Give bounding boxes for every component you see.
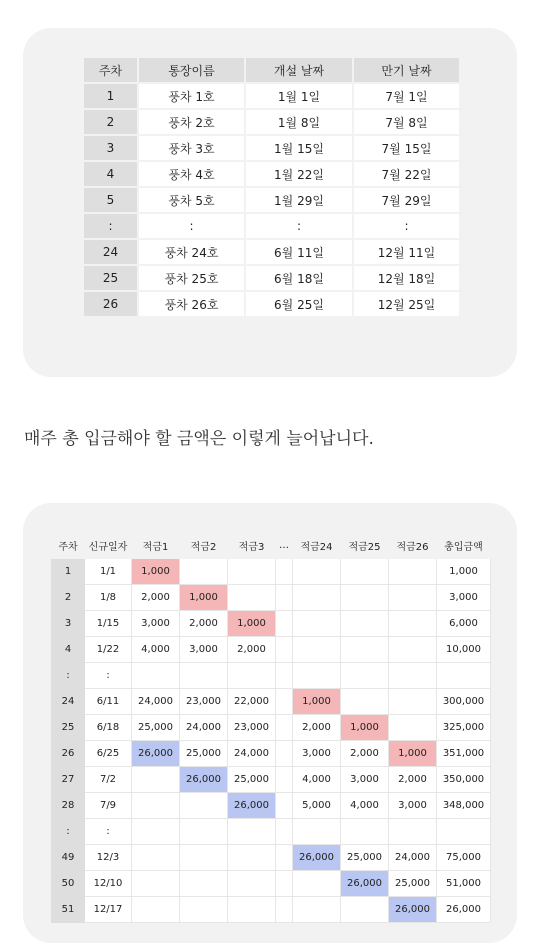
schedule-week-cell: 4 <box>83 161 138 187</box>
deposit-cell: 12/10 <box>85 871 132 897</box>
deposit-cell: 1/1 <box>85 559 132 585</box>
deposit-cell <box>276 845 293 871</box>
deposit-cell <box>341 819 389 845</box>
schedule-row <box>83 239 460 265</box>
header-account-name: 통장이름 <box>138 57 245 83</box>
deposit-cell: 23,000 <box>180 689 228 715</box>
schedule-cell: : <box>245 213 353 239</box>
deposit-cell: 7/9 <box>85 793 132 819</box>
deposit-cell <box>180 871 228 897</box>
deposit-cell: : <box>85 663 132 689</box>
deposit-cell <box>341 611 389 637</box>
deposit-cell: 2,000 <box>180 611 228 637</box>
deposit-total-cell: 26,000 <box>437 897 491 923</box>
schedule-cell: : <box>138 213 245 239</box>
deposit-cell <box>293 819 341 845</box>
header-week: 주차 <box>83 57 138 83</box>
schedule-cell: 12월 11일 <box>353 239 460 265</box>
deposit-cell: : <box>85 819 132 845</box>
schedule-week-cell: 3 <box>83 135 138 161</box>
schedule-row <box>83 213 460 239</box>
schedule-week-cell: 24 <box>83 239 138 265</box>
deposit-cell <box>293 871 341 897</box>
schedule-row <box>83 135 460 161</box>
deposit-cell: 3,000 <box>389 793 437 819</box>
deposit-cell: 24,000 <box>132 689 180 715</box>
deposit-cell: 2,000 <box>228 637 276 663</box>
deposit-cell <box>276 741 293 767</box>
schedule-row <box>83 109 460 135</box>
deposit-cell: 26,000 <box>180 767 228 793</box>
schedule-cell: 풍차 26호 <box>138 291 245 317</box>
deposit-row <box>52 845 491 871</box>
deposit-week-cell: 2 <box>52 585 85 611</box>
deposit-header-cell: 적금2 <box>180 533 228 559</box>
deposit-cell: 1,000 <box>132 559 180 585</box>
deposit-cell <box>132 793 180 819</box>
deposit-cell <box>132 897 180 923</box>
deposit-cell <box>341 637 389 663</box>
deposit-cell <box>132 767 180 793</box>
deposit-total-cell <box>437 663 491 689</box>
deposit-cell: 25,000 <box>180 741 228 767</box>
deposit-week-cell: 25 <box>52 715 85 741</box>
deposit-cell: 2,000 <box>293 715 341 741</box>
deposit-header-cell: 적금1 <box>132 533 180 559</box>
deposit-cell: 3,000 <box>180 637 228 663</box>
schedule-row <box>83 187 460 213</box>
deposit-cell <box>293 559 341 585</box>
deposit-cell <box>293 897 341 923</box>
deposit-row <box>52 871 491 897</box>
deposit-cell: 4,000 <box>293 767 341 793</box>
deposit-cell <box>180 845 228 871</box>
deposit-cell <box>228 845 276 871</box>
deposit-cell <box>341 663 389 689</box>
deposit-cell <box>276 689 293 715</box>
deposit-cell: 25,000 <box>341 845 389 871</box>
deposit-row <box>52 741 491 767</box>
schedule-row <box>83 161 460 187</box>
deposit-cell: 24,000 <box>180 715 228 741</box>
schedule-week-cell: 25 <box>83 265 138 291</box>
deposit-cell: 26,000 <box>341 871 389 897</box>
deposit-header-cell: 신규일자 <box>85 533 132 559</box>
schedule-cell: 7월 8일 <box>353 109 460 135</box>
deposit-cell: 2,000 <box>132 585 180 611</box>
deposit-cell <box>341 897 389 923</box>
schedule-header-row <box>83 57 460 83</box>
deposit-cell <box>389 585 437 611</box>
deposit-total-cell: 325,000 <box>437 715 491 741</box>
deposit-cell <box>276 585 293 611</box>
deposit-total-cell: 10,000 <box>437 637 491 663</box>
deposit-cell <box>341 689 389 715</box>
deposit-total-cell: 350,000 <box>437 767 491 793</box>
schedule-week-cell: 1 <box>83 83 138 109</box>
schedule-cell: 6월 18일 <box>245 265 353 291</box>
deposit-cell <box>132 845 180 871</box>
schedule-cell: 1월 22일 <box>245 161 353 187</box>
schedule-cell: 12월 18일 <box>353 265 460 291</box>
deposit-cell <box>389 715 437 741</box>
deposit-table <box>51 532 491 923</box>
deposit-cell <box>276 559 293 585</box>
schedule-cell: 풍차 1호 <box>138 83 245 109</box>
deposit-cell: 26,000 <box>132 741 180 767</box>
deposit-total-cell: 351,000 <box>437 741 491 767</box>
deposit-total-cell: 6,000 <box>437 611 491 637</box>
deposit-header-cell: 적금26 <box>389 533 437 559</box>
deposit-header-cell: … <box>276 533 293 559</box>
deposit-cell <box>132 663 180 689</box>
deposit-cell: 12/17 <box>85 897 132 923</box>
deposit-week-cell: 4 <box>52 637 85 663</box>
schedule-cell: 풍차 5호 <box>138 187 245 213</box>
deposit-cell <box>389 637 437 663</box>
deposit-cell: 1,000 <box>228 611 276 637</box>
deposit-cell <box>389 689 437 715</box>
deposit-cell: 26,000 <box>228 793 276 819</box>
deposit-cell: 1,000 <box>180 585 228 611</box>
schedule-row <box>83 83 460 109</box>
deposit-row <box>52 585 491 611</box>
deposit-cell <box>276 637 293 663</box>
deposit-cell <box>228 819 276 845</box>
deposit-cell <box>180 793 228 819</box>
deposit-total-cell: 75,000 <box>437 845 491 871</box>
deposit-cell <box>180 559 228 585</box>
schedule-cell: 풍차 24호 <box>138 239 245 265</box>
deposit-cell <box>132 871 180 897</box>
deposit-cell <box>276 611 293 637</box>
deposit-total-cell: 51,000 <box>437 871 491 897</box>
schedule-week-cell: 5 <box>83 187 138 213</box>
deposit-cell <box>228 585 276 611</box>
deposit-cell: 1,000 <box>341 715 389 741</box>
deposit-cell: 2,000 <box>389 767 437 793</box>
schedule-row <box>83 291 460 317</box>
schedule-cell: 1월 1일 <box>245 83 353 109</box>
schedule-cell: 7월 29일 <box>353 187 460 213</box>
deposit-row <box>52 689 491 715</box>
schedule-cell: 풍차 2호 <box>138 109 245 135</box>
schedule-cell: 1월 8일 <box>245 109 353 135</box>
schedule-week-cell: : <box>83 213 138 239</box>
deposit-cell <box>228 663 276 689</box>
deposit-week-cell: 3 <box>52 611 85 637</box>
deposit-cell: 26,000 <box>293 845 341 871</box>
schedule-cell: : <box>353 213 460 239</box>
deposit-cell <box>276 767 293 793</box>
deposit-cell: 6/25 <box>85 741 132 767</box>
schedule-week-cell: 2 <box>83 109 138 135</box>
schedule-cell: 12월 25일 <box>353 291 460 317</box>
deposit-cell <box>132 819 180 845</box>
schedule-cell: 풍차 4호 <box>138 161 245 187</box>
deposit-cell <box>389 559 437 585</box>
deposit-cell: 25,000 <box>228 767 276 793</box>
deposit-cell: 26,000 <box>389 897 437 923</box>
deposit-cell <box>228 871 276 897</box>
deposit-week-cell: : <box>52 663 85 689</box>
deposit-cell: 23,000 <box>228 715 276 741</box>
deposit-cell <box>228 897 276 923</box>
deposit-cell: 3,000 <box>132 611 180 637</box>
schedule-cell: 7월 15일 <box>353 135 460 161</box>
deposit-sentence: 매주 총 입금해야 할 금액은 이렇게 늘어납니다. <box>24 429 374 449</box>
deposit-row <box>52 897 491 923</box>
deposit-total-cell <box>437 819 491 845</box>
deposit-cell: 3,000 <box>341 767 389 793</box>
deposit-cell: 6/18 <box>85 715 132 741</box>
deposit-cell: 24,000 <box>389 845 437 871</box>
deposit-cell: 3,000 <box>293 741 341 767</box>
deposit-header-row <box>52 533 491 559</box>
schedule-table <box>82 56 461 318</box>
schedule-cell: 풍차 25호 <box>138 265 245 291</box>
schedule-cell: 1월 29일 <box>245 187 353 213</box>
deposit-total-cell: 1,000 <box>437 559 491 585</box>
deposit-cell: 25,000 <box>132 715 180 741</box>
deposit-cell <box>276 715 293 741</box>
deposit-total-cell: 3,000 <box>437 585 491 611</box>
deposit-cell: 24,000 <box>228 741 276 767</box>
deposit-cell: 1/22 <box>85 637 132 663</box>
schedule-cell: 7월 22일 <box>353 161 460 187</box>
deposit-week-cell: 28 <box>52 793 85 819</box>
deposit-cell: 1,000 <box>389 741 437 767</box>
schedule-week-cell: 26 <box>83 291 138 317</box>
deposit-cell: 22,000 <box>228 689 276 715</box>
deposit-row <box>52 663 491 689</box>
deposit-cell <box>293 637 341 663</box>
deposit-row <box>52 611 491 637</box>
deposit-cell <box>180 663 228 689</box>
deposit-cell <box>293 611 341 637</box>
deposit-week-cell: : <box>52 819 85 845</box>
deposit-header-cell: 주차 <box>52 533 85 559</box>
deposit-week-cell: 26 <box>52 741 85 767</box>
schedule-cell: 6월 25일 <box>245 291 353 317</box>
deposit-cell: 4,000 <box>341 793 389 819</box>
header-maturity-date: 만기 날짜 <box>353 57 460 83</box>
deposit-row <box>52 715 491 741</box>
deposit-week-cell: 51 <box>52 897 85 923</box>
deposit-cell <box>276 663 293 689</box>
deposit-cell <box>389 663 437 689</box>
deposit-cell <box>293 663 341 689</box>
schedule-cell: 1월 15일 <box>245 135 353 161</box>
deposit-row <box>52 767 491 793</box>
deposit-week-cell: 1 <box>52 559 85 585</box>
deposit-row <box>52 637 491 663</box>
deposit-cell <box>180 819 228 845</box>
deposit-cell <box>276 793 293 819</box>
deposit-cell <box>276 871 293 897</box>
deposit-header-cell: 총입금액 <box>437 533 491 559</box>
deposit-total-cell: 300,000 <box>437 689 491 715</box>
deposit-week-cell: 49 <box>52 845 85 871</box>
deposit-cell <box>389 611 437 637</box>
schedule-cell: 풍차 3호 <box>138 135 245 161</box>
deposit-cell: 7/2 <box>85 767 132 793</box>
deposit-cell: 4,000 <box>132 637 180 663</box>
deposit-week-cell: 24 <box>52 689 85 715</box>
schedule-cell: 7월 1일 <box>353 83 460 109</box>
deposit-cell <box>276 819 293 845</box>
deposit-cell: 1/8 <box>85 585 132 611</box>
deposit-row <box>52 793 491 819</box>
header-open-date: 개설 날짜 <box>245 57 353 83</box>
deposit-cell <box>276 897 293 923</box>
deposit-cell <box>389 819 437 845</box>
deposit-week-cell: 50 <box>52 871 85 897</box>
deposit-header-cell: 적금3 <box>228 533 276 559</box>
schedule-cell: 6월 11일 <box>245 239 353 265</box>
deposit-header-cell: 적금25 <box>341 533 389 559</box>
deposit-row <box>52 819 491 845</box>
deposit-cell: 25,000 <box>389 871 437 897</box>
deposit-cell <box>180 897 228 923</box>
deposit-cell <box>341 585 389 611</box>
deposit-header-cell: 적금24 <box>293 533 341 559</box>
deposit-cell: 1,000 <box>293 689 341 715</box>
schedule-row <box>83 265 460 291</box>
deposit-cell: 2,000 <box>341 741 389 767</box>
deposit-cell <box>341 559 389 585</box>
deposit-cell <box>293 585 341 611</box>
deposit-cell: 1/15 <box>85 611 132 637</box>
deposit-row <box>52 559 491 585</box>
deposit-total-cell: 348,000 <box>437 793 491 819</box>
deposit-cell: 6/11 <box>85 689 132 715</box>
deposit-week-cell: 27 <box>52 767 85 793</box>
deposit-cell <box>228 559 276 585</box>
deposit-cell: 12/3 <box>85 845 132 871</box>
deposit-cell: 5,000 <box>293 793 341 819</box>
